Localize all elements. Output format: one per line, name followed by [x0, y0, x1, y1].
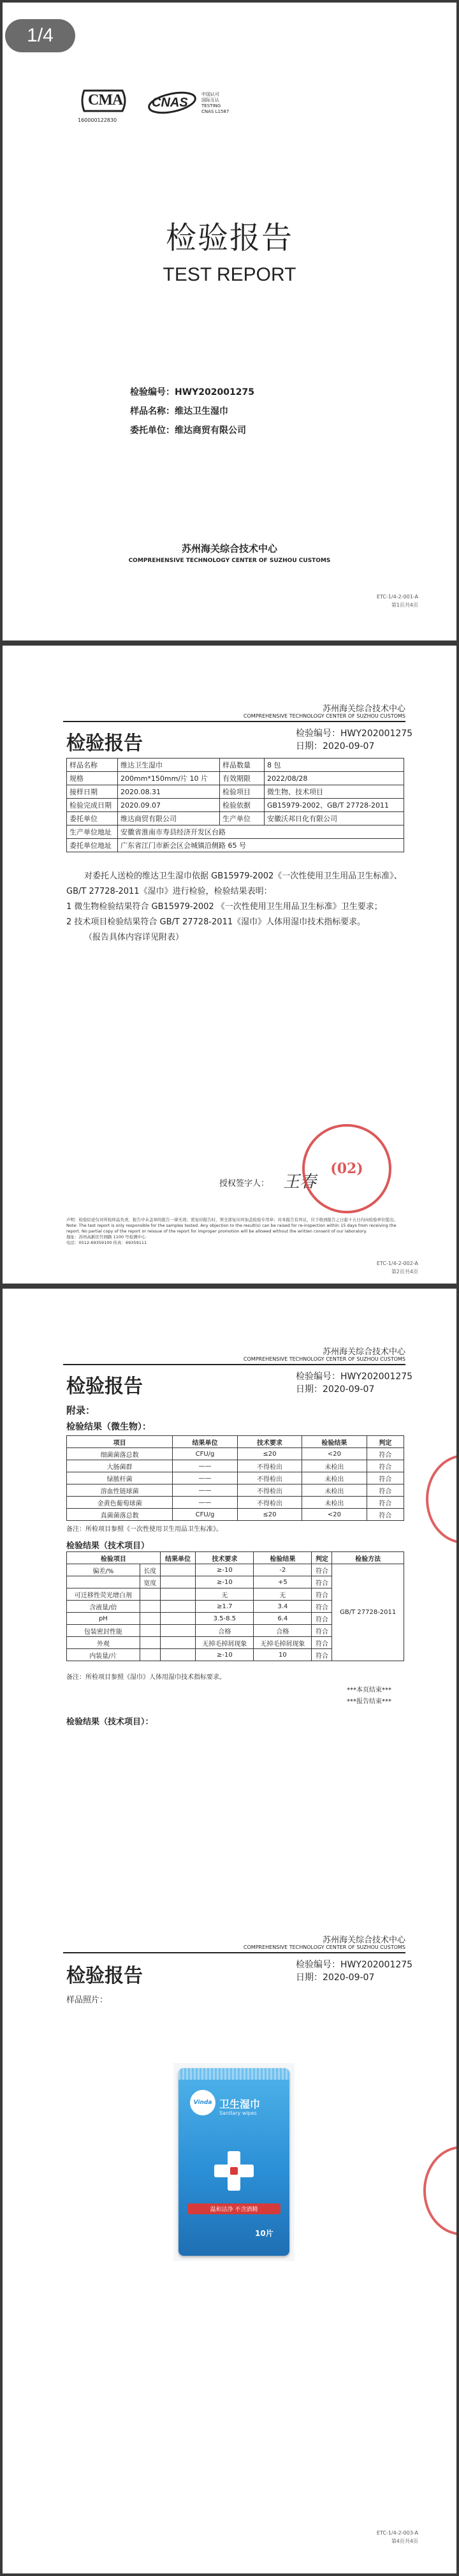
declaration-cn: 声明：检验结论仅对所检样品负责，报告中未盖章的报告一律无效；需复印报告时，须全部复印并加盖检验专用章；对本报告有异议，应于收到报告之日起十五日内向检验单位提出。: [66, 1217, 398, 1222]
micro-cell: 符合: [367, 1472, 404, 1484]
header-org-en: COMPREHENSIVE TECHNOLOGY CENTER OF SUZHOU CUSTOMS: [243, 1944, 405, 1950]
appendix-label: 附录：: [66, 1405, 96, 1416]
info-label: 委托单位: [67, 812, 118, 825]
lab-address: 地址：苏州高新区竹园路 1100 号检测中心: [66, 1234, 146, 1240]
info-row: [67, 785, 404, 799]
photo-label: 样品照片：: [66, 1995, 108, 2005]
info-label: 接样日期: [67, 785, 118, 799]
stamp-partial: [423, 2146, 456, 2235]
header-org-en: COMPREHENSIVE TECHNOLOGY CENTER OF SUZHOU CUSTOMS: [243, 713, 405, 719]
footer-page: 第1页共4页: [391, 602, 418, 608]
info-row: [67, 825, 404, 839]
micro-row: [67, 1448, 404, 1460]
tech-cell: 无掉毛掉屑现象: [254, 1637, 312, 1649]
micro-header-cell: 结果单位: [173, 1436, 237, 1448]
micro-header-cell: 项目: [67, 1436, 173, 1448]
report-date-label: 日期：: [296, 741, 323, 751]
tech-cell: 符合: [312, 1613, 332, 1625]
micro-row: [67, 1509, 404, 1521]
header-org-cn: 苏州海关综合技术中心: [322, 1936, 405, 1945]
info-label: 生产单位地址: [67, 825, 118, 839]
tech-header-cell: 技术要求: [196, 1552, 254, 1564]
tech-cell: 外观: [67, 1637, 140, 1649]
cnas-caption: [201, 92, 229, 115]
report-no-value: HWY202001275: [340, 729, 413, 739]
field-client: [130, 421, 254, 440]
cnas-logo-text: CNAS: [152, 96, 188, 110]
info-label: 有效期限: [219, 772, 264, 785]
inspection-stamp: [302, 1124, 391, 1213]
info-label: 生产单位: [219, 812, 264, 825]
cnas-cn: 中国认可: [201, 92, 219, 97]
tech-cell: [140, 1649, 160, 1661]
field-value: 维达卫生湿巾: [175, 406, 228, 417]
tech-cell: [160, 1564, 196, 1576]
declaration-block: [66, 1217, 398, 1246]
sample-photo: [173, 2063, 295, 2261]
report-no-label: 检验编号：: [296, 1372, 340, 1382]
tech-cell: ≥-10: [196, 1649, 254, 1661]
tech-cell: [160, 1613, 196, 1625]
info-value: 维达商贸有限公司: [118, 812, 220, 825]
tech-cell: 长度: [140, 1564, 160, 1576]
cnas-en-1: 国际互认: [201, 98, 219, 103]
product-tag: 温和洁净 不含酒精: [187, 2203, 280, 2214]
header-rule: [63, 721, 405, 722]
micro-cell: 未检出: [302, 1472, 367, 1484]
report-no-value: HWY202001275: [340, 1960, 413, 1970]
info-row: [67, 799, 404, 812]
micro-cell: 大肠菌群: [67, 1460, 173, 1472]
cnas-logo: [147, 87, 198, 119]
tech-cell: ≥1.7: [196, 1601, 254, 1613]
signatory-label: 授权签字人：: [219, 1179, 270, 1188]
cover-org-en: COMPREHENSIVE TECHNOLOGY CENTER OF SUZHOU CUSTOMS: [128, 558, 331, 564]
medical-cross-icon: [214, 2151, 254, 2191]
tech-cell: 10: [254, 1649, 312, 1661]
micro-cell: ——: [173, 1472, 237, 1484]
micro-results-table: [66, 1435, 404, 1521]
micro-cell: 未检出: [302, 1484, 367, 1497]
micro-header-cell: 判定: [367, 1436, 404, 1448]
field-label: 样品名称：: [130, 406, 175, 417]
cma-logo-text: CMA: [88, 92, 123, 108]
micro-row: [67, 1472, 404, 1484]
info-value: 2020.08.31: [118, 785, 220, 799]
info-value: 广东省江门市新会区会城镇沿侧路 65 号: [118, 839, 404, 852]
tech-cell: 偏差/%: [67, 1564, 140, 1576]
sample-info-table: [66, 758, 404, 852]
tech-title-b: 检验结果（技术项目）：: [66, 1717, 154, 1727]
field-value: HWY202001275: [175, 387, 254, 397]
report-end-marker: ***报告结束***: [347, 1698, 391, 1705]
tech-cell: 无: [254, 1588, 312, 1601]
page-end-marker: ***本页结束***: [347, 1687, 391, 1694]
report-no-label: 检验编号：: [296, 729, 340, 739]
info-label: 规格: [67, 772, 118, 785]
tech-cell: 可迁移性荧光增白剂: [67, 1588, 140, 1601]
brand-name: Vinda: [193, 2099, 212, 2106]
micro-cell: 不得检出: [237, 1460, 302, 1472]
tech-cell: [140, 1625, 160, 1637]
tech-cell: ≥-10: [196, 1576, 254, 1588]
tech-cell: [140, 1637, 160, 1649]
tech-results-table: [66, 1551, 404, 1661]
report-page-1: [3, 3, 456, 640]
tech-cell: [140, 1588, 160, 1601]
tech-cell: 符合: [312, 1637, 332, 1649]
micro-cell: 不得检出: [237, 1497, 302, 1509]
micro-cell: ——: [173, 1497, 237, 1509]
header-rule: [63, 1952, 405, 1953]
report-date-value: 2020-09-07: [323, 741, 375, 751]
report-title: 检验报告: [66, 732, 143, 755]
product-count: 10片: [255, 2229, 273, 2238]
info-value: 2020.09.07: [118, 799, 220, 812]
tech-cell: 符合: [312, 1625, 332, 1637]
micro-cell: 不得检出: [237, 1472, 302, 1484]
cnas-en-2: TESTING: [201, 103, 221, 108]
tech-cell: [160, 1601, 196, 1613]
tech-cell: 宽度: [140, 1576, 160, 1588]
info-value: GB15979-2002、GB/T 27728-2011: [264, 799, 404, 812]
tech-cell: [140, 1613, 160, 1625]
footer-page: 第2页共4页: [391, 1269, 418, 1275]
info-label: 样品数量: [219, 759, 264, 772]
info-value: 安徽沃邦日化有限公司: [264, 812, 404, 825]
cnas-code: CNAS L1587: [201, 109, 229, 114]
tech-header-cell: 检验方法: [332, 1552, 404, 1564]
cover-title-cn: 检验报告: [165, 220, 293, 256]
tech-cell: 符合: [312, 1588, 332, 1601]
micro-cell: 溶血性链球菌: [67, 1484, 173, 1497]
micro-cell: 金黄色葡萄球菌: [67, 1497, 173, 1509]
tech-method-cell: GB/T 27728-2011: [332, 1564, 404, 1661]
info-value: 维达卫生湿巾: [118, 759, 220, 772]
package-seal: [178, 2068, 289, 2080]
tech-cell: [160, 1625, 196, 1637]
micro-cell: ≤20: [237, 1509, 302, 1521]
lab-phone: 电话：0512-69359100 传真：69359111: [66, 1240, 147, 1245]
report-no-label: 检验编号：: [296, 1960, 340, 1970]
cma-logo: [78, 85, 135, 116]
report-date-label: 日期：: [296, 1973, 323, 1983]
field-sample-name: [130, 402, 254, 421]
conclusion: [66, 869, 404, 945]
micro-cell: 绿脓杆菌: [67, 1472, 173, 1484]
micro-cell: 符合: [367, 1460, 404, 1472]
micro-cell: ——: [173, 1460, 237, 1472]
report-page-4: [3, 1878, 456, 2573]
footer-page: 第4页共4页: [391, 2538, 418, 2544]
cover-fields: [130, 383, 254, 440]
conclusion-1: 1 微生物检验结果符合 GB15979-2002 《一次性使用卫生用品卫生标准》卫生要求；: [66, 902, 382, 912]
info-label: 样品名称: [67, 759, 118, 772]
micro-cell: 符合: [367, 1497, 404, 1509]
conclusion-3: （报告具体内容详见附表）: [84, 933, 184, 942]
tech-cell: 含液量/倍: [67, 1601, 140, 1613]
report-date-value: 2020-09-07: [323, 1973, 375, 1983]
tech-cell: 符合: [312, 1601, 332, 1613]
info-value: 2022/08/28: [264, 772, 404, 785]
tech-cell: [140, 1601, 160, 1613]
tech-cell: [160, 1637, 196, 1649]
info-label: 检验项目: [219, 785, 264, 799]
micro-header-cell: 技术要求: [237, 1436, 302, 1448]
micro-cell: <20: [302, 1448, 367, 1460]
field-value: 维达商贸有限公司: [175, 426, 246, 436]
tech-cell: ≥-10: [196, 1564, 254, 1576]
micro-cell: CFU/g: [173, 1448, 237, 1460]
stamp-text: (02): [330, 1160, 363, 1177]
report-meta: [296, 727, 412, 753]
tech-row: [67, 1564, 404, 1576]
tech-header-cell: 检验结果: [254, 1552, 312, 1564]
stamp-partial: [426, 1455, 456, 1544]
report-date-value: 2020-09-07: [323, 1384, 375, 1395]
page-footer: [377, 593, 418, 609]
micro-row: [67, 1484, 404, 1497]
info-row: [67, 839, 404, 852]
micro-cell: 符合: [367, 1509, 404, 1521]
cover-org-cn: 苏州海关综合技术中心: [181, 543, 277, 554]
micro-cell: 细菌菌落总数: [67, 1448, 173, 1460]
signature: 王春: [283, 1173, 317, 1192]
tech-cell: 合格: [254, 1625, 312, 1637]
micro-cell: CFU/g: [173, 1509, 237, 1521]
tech-cell: 符合: [312, 1576, 332, 1588]
info-value: 安徽省淮南市寿县经济开发区台路: [118, 825, 404, 839]
micro-header-cell: 检验结果: [302, 1436, 367, 1448]
cover-title-en: TEST REPORT: [163, 264, 296, 285]
micro-cell: 未检出: [302, 1497, 367, 1509]
tech-cell: 无: [196, 1588, 254, 1601]
micro-note: 备注：所检项目参照《一次性使用卫生用品卫生标准》。: [66, 1526, 222, 1533]
info-label: 检验完成日期: [67, 799, 118, 812]
tech-header-cell: 判定: [312, 1552, 332, 1564]
info-row: [67, 772, 404, 785]
tech-cell: [67, 1576, 140, 1588]
footer-code: ETC-1/4-2-001-A: [376, 594, 418, 600]
micro-row: [67, 1460, 404, 1472]
page-footer: [377, 1259, 418, 1276]
tech-cell: 合格: [196, 1625, 254, 1637]
micro-cell: 符合: [367, 1448, 404, 1460]
product-subtitle: Sanitary wipes: [219, 2110, 257, 2116]
micro-title: 检验结果（微生物）：: [66, 1422, 151, 1432]
tech-cell: 无掉毛掉屑现象: [196, 1637, 254, 1649]
tech-cell: 符合: [312, 1649, 332, 1661]
micro-cell: 不得检出: [237, 1484, 302, 1497]
tech-cell: [160, 1588, 196, 1601]
info-label: 委托单位地址: [67, 839, 118, 852]
tech-cell: 内装量/片: [67, 1649, 140, 1661]
header-rule: [63, 1364, 405, 1365]
wipes-package: [178, 2068, 289, 2256]
info-row: [67, 759, 404, 772]
report-title: 检验报告: [66, 1965, 143, 1987]
info-value: 微生物、技术项目: [264, 785, 404, 799]
micro-cell: ≤20: [237, 1448, 302, 1460]
tech-cell: 符合: [312, 1564, 332, 1576]
info-label: 检验依据: [219, 799, 264, 812]
micro-row: [67, 1497, 404, 1509]
report-page-2: [3, 646, 456, 1284]
conclusion-2: 2 技术项目检验结果符合 GB/T 27728-2011《湿巾》人体用湿巾技术指标要求。: [66, 917, 366, 927]
tech-cell: [160, 1649, 196, 1661]
micro-cell: <20: [302, 1509, 367, 1521]
footer-code: ETC-1/4-2-003-A: [376, 2530, 418, 2536]
product-name: 卫生湿巾: [219, 2098, 261, 2110]
declaration-en: Note: The test report is only responsible for the samples tested. Any objection to the result(s) can be raised for re-inspection within 15 days from receiving the report. No partial copy of the report or reissue of the report for improper promotion will be allowed without the written consent of our laboratory.: [66, 1223, 397, 1234]
tech-header-cell: 结果单位: [160, 1552, 196, 1564]
field-label: 委托单位：: [130, 426, 175, 436]
tech-cell: [160, 1576, 196, 1588]
info-value: 200mm*150mm/片 10 片: [118, 772, 220, 785]
field-label: 检验编号：: [130, 387, 175, 397]
tech-cell: pH: [67, 1613, 140, 1625]
report-no-value: HWY202001275: [340, 1372, 413, 1382]
report-meta: [296, 1958, 412, 1984]
info-value: 8 包: [264, 759, 404, 772]
report-page-3: [3, 1289, 456, 1927]
header-org-cn: 苏州海关综合技术中心: [322, 704, 405, 714]
page-footer: [377, 2529, 418, 2545]
brand-badge: [190, 2090, 215, 2115]
conclusion-intro: 对委托人送检的维达卫生湿巾依据 GB15979-2002《一次性使用卫生用品卫生标准》、GB/T 27728-2011《湿巾》进行检验，检验结果表明：: [66, 871, 402, 896]
tech-cell: +5: [254, 1576, 312, 1588]
report-date-label: 日期：: [296, 1384, 323, 1395]
report-meta: [296, 1370, 412, 1396]
field-report-no: [130, 383, 254, 402]
cma-number: 160000122830: [78, 117, 117, 123]
tech-cell: -2: [254, 1564, 312, 1576]
micro-cell: 符合: [367, 1484, 404, 1497]
footer-code: ETC-1/4-2-002-A: [376, 1261, 418, 1266]
header-org-en: COMPREHENSIVE TECHNOLOGY CENTER OF SUZHOU CUSTOMS: [243, 1356, 405, 1362]
tech-cell: 6.4: [254, 1613, 312, 1625]
page-counter: 1/4: [5, 19, 75, 52]
tech-title-a: 检验结果（技术项目）: [66, 1541, 150, 1551]
tech-cell: 包装密封性能: [67, 1625, 140, 1637]
report-title: 检验报告: [66, 1375, 143, 1398]
info-row: [67, 812, 404, 825]
tech-cell: 3.5-8.5: [196, 1613, 254, 1625]
header-org-cn: 苏州海关综合技术中心: [322, 1347, 405, 1357]
micro-cell: 真菌菌落总数: [67, 1509, 173, 1521]
tech-cell: 3.4: [254, 1601, 312, 1613]
tech-note: 备注：所检项目参照《湿巾》人体用湿巾技术指标要求。: [66, 1674, 226, 1681]
tech-header-cell: 检验项目: [67, 1552, 161, 1564]
micro-cell: 未检出: [302, 1460, 367, 1472]
micro-cell: ——: [173, 1484, 237, 1497]
